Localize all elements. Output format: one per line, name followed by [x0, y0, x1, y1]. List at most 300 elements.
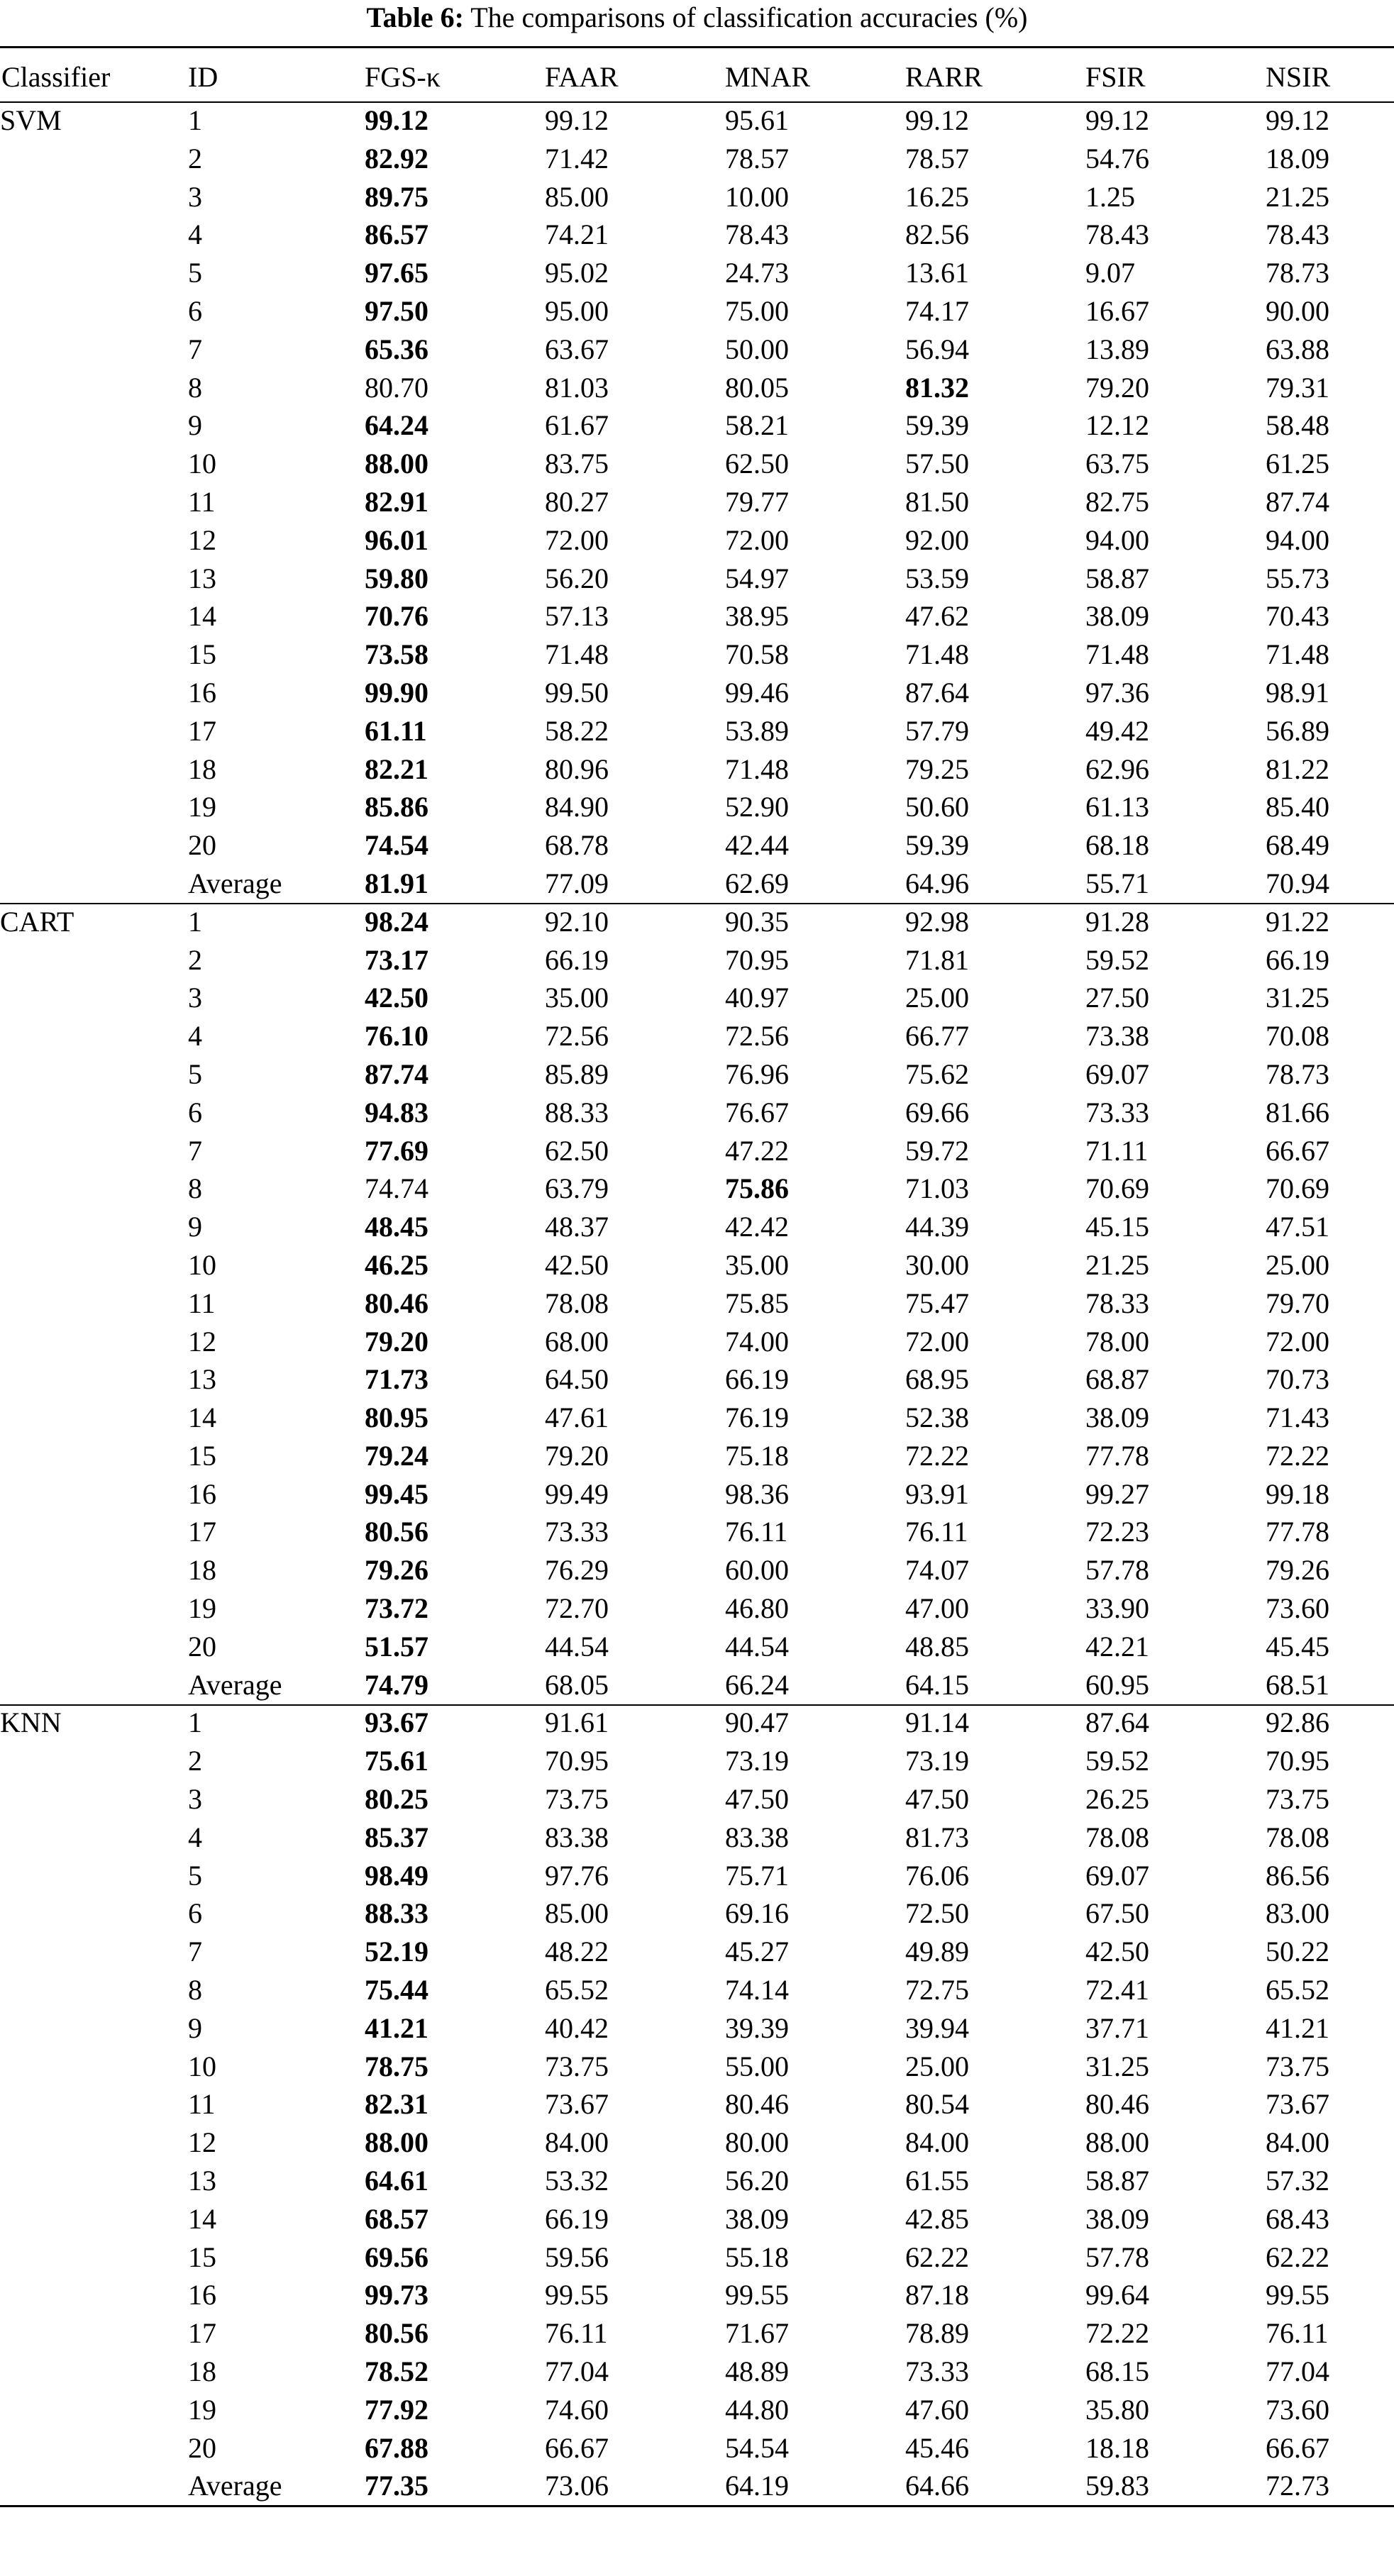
cell-nsir: 79.26 — [1266, 1554, 1329, 1587]
cell-fgs-kappa: 78.75 — [365, 2050, 428, 2082]
cell-nsir: 72.00 — [1266, 1325, 1329, 1358]
classifier-cell-empty — [0, 865, 188, 903]
cell-rarr: 42.85 — [905, 2202, 969, 2235]
cell-fgs-kappa: 82.91 — [365, 485, 428, 518]
cell-faar: 71.48 — [545, 638, 609, 671]
cell-fsir: 12.12 — [1085, 409, 1149, 442]
cell-faar: 61.67 — [545, 409, 609, 442]
cell-fsir: 99.12 — [1085, 104, 1149, 136]
cell-fgs-kappa: 99.45 — [365, 1477, 428, 1510]
cell-rarr: 81.50 — [905, 485, 969, 518]
cell-fgs-kappa: 82.21 — [365, 753, 428, 785]
cell-faar: 56.20 — [545, 562, 609, 594]
row-id: 8 — [188, 371, 202, 404]
cell-mnar: 46.80 — [725, 1592, 789, 1625]
cell-faar: 35.00 — [545, 982, 609, 1014]
cell-faar: 88.33 — [545, 1096, 609, 1128]
classifier-cell-empty — [0, 1742, 188, 1780]
cell-rarr: 47.50 — [905, 1783, 969, 1816]
table-caption-text: The comparisons of classification accuracies (%) — [470, 1, 1028, 33]
cell-rarr: 25.00 — [905, 982, 969, 1014]
cell-fgs-kappa: 59.80 — [365, 562, 428, 594]
table-row — [0, 1094, 1394, 1132]
cell-rarr: 99.12 — [905, 104, 969, 136]
cell-rarr: 59.39 — [905, 829, 969, 862]
cell-fsir: 97.36 — [1085, 676, 1149, 709]
cell-nsir: 78.73 — [1266, 1057, 1329, 1090]
row-id: 7 — [188, 1134, 202, 1167]
cell-faar: 72.00 — [545, 523, 609, 556]
cell-faar: 77.09 — [545, 867, 609, 899]
cell-fgs-kappa: 79.20 — [365, 1325, 428, 1358]
row-id: 14 — [188, 1401, 216, 1434]
row-id: 2 — [188, 1745, 202, 1777]
cell-nsir: 94.00 — [1266, 523, 1329, 556]
table-row — [0, 1704, 1394, 1742]
cell-rarr: 79.25 — [905, 753, 969, 785]
row-id: 6 — [188, 1096, 202, 1128]
cell-rarr: 78.57 — [905, 142, 969, 174]
cell-fgs-kappa: 75.44 — [365, 1974, 428, 2006]
cell-faar: 57.13 — [545, 600, 609, 633]
classifier-cell-empty — [0, 1055, 188, 1094]
cell-faar: 48.22 — [545, 1936, 609, 1968]
cell-fsir: 16.67 — [1085, 294, 1149, 327]
table-row — [0, 2353, 1394, 2391]
cell-fsir: 73.33 — [1085, 1096, 1149, 1128]
cell-nsir: 77.04 — [1266, 2355, 1329, 2388]
row-id: 13 — [188, 562, 216, 594]
cell-rarr: 72.22 — [905, 1439, 969, 1472]
cell-fsir: 63.75 — [1085, 448, 1149, 480]
row-id: 3 — [188, 180, 202, 213]
cell-nsir: 73.75 — [1266, 1783, 1329, 1816]
cell-fgs-kappa: 79.26 — [365, 1554, 428, 1587]
cell-rarr: 49.89 — [905, 1936, 969, 1968]
table-row — [0, 406, 1394, 445]
cell-rarr: 66.77 — [905, 1020, 969, 1053]
cell-mnar: 80.05 — [725, 371, 789, 404]
cell-rarr: 81.32 — [905, 371, 969, 404]
cell-nsir: 66.19 — [1266, 943, 1329, 976]
cell-mnar: 99.55 — [725, 2279, 789, 2311]
row-id: 20 — [188, 829, 216, 862]
cell-fgs-kappa: 97.65 — [365, 257, 428, 289]
cell-mnar: 76.96 — [725, 1057, 789, 1090]
cell-nsir: 55.73 — [1266, 562, 1329, 594]
cell-fsir: 88.00 — [1085, 2126, 1149, 2159]
classifier-cell-empty — [0, 1323, 188, 1361]
cell-mnar: 74.00 — [725, 1325, 789, 1358]
classifier-cell-empty — [0, 2314, 188, 2353]
row-id: 16 — [188, 2279, 216, 2311]
cell-fsir: 27.50 — [1085, 982, 1149, 1014]
cell-rarr: 48.85 — [905, 1630, 969, 1662]
header-classifier: Classifier — [1, 61, 111, 93]
cell-rarr: 74.17 — [905, 294, 969, 327]
row-id: 16 — [188, 676, 216, 709]
table-row — [0, 216, 1394, 254]
cell-nsir: 73.75 — [1266, 2050, 1329, 2082]
cell-mnar: 69.16 — [725, 1897, 789, 1930]
cell-nsir: 85.40 — [1266, 791, 1329, 823]
classifier-cell-empty — [0, 941, 188, 979]
cell-rarr: 82.56 — [905, 218, 969, 251]
cell-rarr: 78.89 — [905, 2317, 969, 2350]
cell-fsir: 94.00 — [1085, 523, 1149, 556]
cell-nsir: 78.73 — [1266, 257, 1329, 289]
cell-mnar: 54.54 — [725, 2431, 789, 2464]
cell-rarr: 92.00 — [905, 523, 969, 556]
cell-fgs-kappa: 79.24 — [365, 1439, 428, 1472]
cell-faar: 99.50 — [545, 676, 609, 709]
cell-rarr: 30.00 — [905, 1248, 969, 1281]
cell-fgs-kappa: 88.33 — [365, 1897, 428, 1930]
row-id: 14 — [188, 2202, 216, 2235]
row-id: 10 — [188, 2050, 216, 2082]
table-row — [0, 483, 1394, 521]
cell-fsir: 77.78 — [1085, 1439, 1149, 1472]
cell-fgs-kappa: 80.70 — [365, 371, 428, 404]
cell-rarr: 59.72 — [905, 1134, 969, 1167]
row-id: 18 — [188, 753, 216, 785]
cell-nsir: 66.67 — [1266, 2431, 1329, 2464]
table-row — [0, 2085, 1394, 2123]
cell-nsir: 81.66 — [1266, 1096, 1329, 1128]
cell-mnar: 71.48 — [725, 753, 789, 785]
cell-fsir: 57.78 — [1085, 2241, 1149, 2273]
table-row — [0, 1857, 1394, 1895]
cell-mnar: 62.69 — [725, 867, 789, 899]
cell-mnar: 64.19 — [725, 2470, 789, 2502]
group-separator-rule — [0, 903, 1394, 904]
cell-fsir: 55.71 — [1085, 867, 1149, 899]
table-row — [0, 1551, 1394, 1589]
cell-fsir: 67.50 — [1085, 1897, 1149, 1930]
cell-fsir: 82.75 — [1085, 485, 1149, 518]
classifier-cell-empty — [0, 1399, 188, 1437]
cell-fsir: 99.27 — [1085, 1477, 1149, 1510]
cell-rarr: 68.95 — [905, 1363, 969, 1396]
cell-fgs-kappa: 77.69 — [365, 1134, 428, 1167]
row-id: 15 — [188, 2241, 216, 2273]
row-id: 2 — [188, 142, 202, 174]
header-faar: FAAR — [545, 61, 619, 93]
cell-rarr: 47.62 — [905, 600, 969, 633]
cell-fsir: 99.64 — [1085, 2279, 1149, 2311]
classifier-cell-empty — [0, 445, 188, 483]
cell-fgs-kappa: 65.36 — [365, 333, 428, 365]
row-id: 11 — [188, 485, 216, 518]
cell-fsir: 71.48 — [1085, 638, 1149, 671]
cell-nsir: 70.08 — [1266, 1020, 1329, 1053]
classifier-cell-empty — [0, 979, 188, 1017]
cell-mnar: 55.18 — [725, 2241, 789, 2273]
cell-fgs-kappa: 67.88 — [365, 2431, 428, 2464]
cell-fsir: 78.33 — [1085, 1287, 1149, 1319]
table-row — [0, 1360, 1394, 1399]
cell-fgs-kappa: 80.56 — [365, 1516, 428, 1548]
cell-fgs-kappa: 99.12 — [365, 104, 428, 136]
classifier-cell-empty — [0, 1132, 188, 1170]
cell-fgs-kappa: 61.11 — [365, 714, 427, 747]
cell-fsir: 79.20 — [1085, 371, 1149, 404]
row-id: 20 — [188, 2431, 216, 2464]
cell-fgs-kappa: 80.95 — [365, 1401, 428, 1434]
classifier-cell-empty — [0, 2353, 188, 2391]
cell-fgs-kappa: 98.24 — [365, 905, 428, 938]
cell-nsir: 70.95 — [1266, 1745, 1329, 1777]
group-separator-rule — [0, 1704, 1394, 1706]
cell-rarr: 59.39 — [905, 409, 969, 442]
table-row — [0, 2162, 1394, 2200]
cell-nsir: 92.86 — [1266, 1706, 1329, 1739]
table-row — [0, 1819, 1394, 1857]
classifier-cell-empty — [0, 635, 188, 674]
row-id: 10 — [188, 448, 216, 480]
cell-nsir: 25.00 — [1266, 1248, 1329, 1281]
cell-mnar: 53.89 — [725, 714, 789, 747]
cell-fgs-kappa: 74.79 — [365, 1668, 428, 1701]
row-id: 8 — [188, 1172, 202, 1205]
cell-fgs-kappa: 88.00 — [365, 448, 428, 480]
cell-faar: 40.42 — [545, 2011, 609, 2044]
cell-fgs-kappa: 73.58 — [365, 638, 428, 671]
cell-nsir: 31.25 — [1266, 982, 1329, 1014]
cell-fgs-kappa: 88.00 — [365, 2126, 428, 2159]
cell-mnar: 78.57 — [725, 142, 789, 174]
cell-rarr: 71.03 — [905, 1172, 969, 1205]
cell-faar: 85.00 — [545, 1897, 609, 1930]
cell-faar: 73.75 — [545, 1783, 609, 1816]
cell-fsir: 26.25 — [1085, 1783, 1149, 1816]
cell-fgs-kappa: 46.25 — [365, 1248, 428, 1281]
classifier-cell-empty — [0, 1628, 188, 1666]
cell-faar: 72.56 — [545, 1020, 609, 1053]
row-id: 15 — [188, 1439, 216, 1472]
cell-nsir: 73.60 — [1266, 2393, 1329, 2426]
cell-nsir: 73.67 — [1266, 2088, 1329, 2121]
cell-faar: 74.60 — [545, 2393, 609, 2426]
cell-fsir: 78.00 — [1085, 1325, 1149, 1358]
row-id: 3 — [188, 1783, 202, 1816]
row-id: 9 — [188, 2011, 202, 2044]
cell-faar: 76.11 — [545, 2317, 608, 2350]
table-row — [0, 101, 1394, 140]
classifier-cell-empty — [0, 1284, 188, 1323]
cell-mnar: 70.58 — [725, 638, 789, 671]
row-id: 7 — [188, 333, 202, 365]
cell-mnar: 83.38 — [725, 1821, 789, 1853]
classifier-cell-empty — [0, 2085, 188, 2123]
cell-nsir: 57.32 — [1266, 2165, 1329, 2197]
table-row — [0, 2467, 1394, 2505]
cell-mnar: 76.19 — [725, 1401, 789, 1434]
classifier-cell-empty — [0, 1933, 188, 1971]
row-id: 11 — [188, 2088, 216, 2121]
cell-rarr: 61.55 — [905, 2165, 969, 2197]
row-id: 10 — [188, 1248, 216, 1281]
row-id: 1 — [188, 104, 202, 136]
cell-fsir: 33.90 — [1085, 1592, 1149, 1625]
cell-faar: 76.29 — [545, 1554, 609, 1587]
cell-nsir: 63.88 — [1266, 333, 1329, 365]
cell-fgs-kappa: 52.19 — [365, 1936, 428, 1968]
cell-faar: 42.50 — [545, 1248, 609, 1281]
table-row — [0, 1971, 1394, 2009]
classifier-cell-empty — [0, 750, 188, 789]
cell-mnar: 80.00 — [725, 2126, 789, 2159]
header-id: ID — [188, 61, 218, 93]
cell-fsir: 59.52 — [1085, 943, 1149, 976]
table-row — [0, 1780, 1394, 1819]
cell-fsir: 38.09 — [1085, 600, 1149, 633]
classifier-cell-empty — [0, 1360, 188, 1399]
cell-faar: 80.96 — [545, 753, 609, 785]
row-id: 3 — [188, 982, 202, 1014]
cell-nsir: 68.43 — [1266, 2202, 1329, 2235]
cell-rarr: 53.59 — [905, 562, 969, 594]
row-id: 4 — [188, 1821, 202, 1853]
cell-faar: 77.04 — [545, 2355, 609, 2388]
cell-fsir: 80.46 — [1085, 2088, 1149, 2121]
cell-rarr: 76.06 — [905, 1859, 969, 1892]
cell-mnar: 80.46 — [725, 2088, 789, 2121]
classifier-cell-empty — [0, 2162, 188, 2200]
cell-fgs-kappa: 85.37 — [365, 1821, 428, 1853]
cell-fgs-kappa: 86.57 — [365, 218, 428, 251]
classifier-cell-empty — [0, 406, 188, 445]
table-row — [0, 2048, 1394, 2086]
header-fsir: FSIR — [1085, 61, 1146, 93]
cell-rarr: 71.48 — [905, 638, 969, 671]
row-id: 11 — [188, 1287, 216, 1319]
classifier-cell-empty — [0, 2009, 188, 2048]
cell-fgs-kappa: 82.92 — [365, 142, 428, 174]
row-id: 12 — [188, 523, 216, 556]
classifier-cell-empty — [0, 2276, 188, 2314]
classifier-cell-empty — [0, 597, 188, 635]
table-row — [0, 2009, 1394, 2048]
cell-fgs-kappa: 85.86 — [365, 791, 428, 823]
results-table — [0, 57, 1394, 2505]
classifier-cell-empty — [0, 2048, 188, 2086]
row-id: 19 — [188, 1592, 216, 1625]
row-id: 19 — [188, 2393, 216, 2426]
cell-faar: 84.90 — [545, 791, 609, 823]
cell-rarr: 74.07 — [905, 1554, 969, 1587]
cell-faar: 80.27 — [545, 485, 609, 518]
cell-faar: 99.49 — [545, 1477, 609, 1510]
cell-faar: 99.55 — [545, 2279, 609, 2311]
cell-fgs-kappa: 64.61 — [365, 2165, 428, 2197]
cell-fgs-kappa: 89.75 — [365, 180, 428, 213]
classifier-cell-empty — [0, 1857, 188, 1895]
cell-nsir: 78.43 — [1266, 218, 1329, 251]
header-rarr: RARR — [905, 61, 983, 93]
cell-nsir: 84.00 — [1266, 2126, 1329, 2159]
row-id: 12 — [188, 2126, 216, 2159]
cell-fsir: 72.41 — [1085, 1974, 1149, 2006]
cell-fgs-kappa: 77.92 — [365, 2393, 428, 2426]
table-row — [0, 1017, 1394, 1055]
cell-fsir: 38.09 — [1085, 2202, 1149, 2235]
table-caption — [0, 1, 1394, 34]
cell-fgs-kappa: 81.91 — [365, 867, 428, 899]
cell-fgs-kappa: 41.21 — [365, 2011, 428, 2044]
cell-fsir: 58.87 — [1085, 562, 1149, 594]
classifier-cell-empty — [0, 483, 188, 521]
table-row — [0, 1246, 1394, 1284]
cell-fgs-kappa: 73.72 — [365, 1592, 428, 1625]
row-id: 17 — [188, 1516, 216, 1548]
row-id: 19 — [188, 791, 216, 823]
cell-fsir: 31.25 — [1085, 2050, 1149, 2082]
cell-faar: 62.50 — [545, 1134, 609, 1167]
header-row — [0, 57, 1394, 101]
cell-rarr: 47.00 — [905, 1592, 969, 1625]
header-mnar: MNAR — [725, 61, 811, 93]
cell-fgs-kappa: 51.57 — [365, 1630, 428, 1662]
cell-nsir: 79.31 — [1266, 371, 1329, 404]
cell-mnar: 75.00 — [725, 294, 789, 327]
cell-rarr: 56.94 — [905, 333, 969, 365]
cell-rarr: 13.61 — [905, 257, 969, 289]
row-id: 15 — [188, 638, 216, 671]
row-id: Average — [188, 867, 282, 899]
table-row — [0, 2200, 1394, 2238]
cell-fsir: 13.89 — [1085, 333, 1149, 365]
table-caption-label: Table 6: — [366, 1, 464, 33]
cell-mnar: 75.86 — [725, 1172, 789, 1205]
table-row — [0, 292, 1394, 331]
cell-faar: 84.00 — [545, 2126, 609, 2159]
cell-faar: 97.76 — [545, 1859, 609, 1892]
cell-nsir: 86.56 — [1266, 1859, 1329, 1892]
cell-fgs-kappa: 77.35 — [365, 2470, 428, 2502]
cell-fgs-kappa: 75.61 — [365, 1745, 428, 1777]
cell-fgs-kappa: 93.67 — [365, 1706, 428, 1739]
cell-mnar: 76.67 — [725, 1096, 789, 1128]
cell-fsir: 35.80 — [1085, 2393, 1149, 2426]
classifier-cell-empty — [0, 2200, 188, 2238]
cell-fsir: 59.83 — [1085, 2470, 1149, 2502]
row-id: 4 — [188, 218, 202, 251]
row-id: 13 — [188, 2165, 216, 2197]
cell-faar: 63.79 — [545, 1172, 609, 1205]
cell-fsir: 71.11 — [1085, 1134, 1149, 1167]
cell-mnar: 50.00 — [725, 333, 789, 365]
cell-rarr: 45.46 — [905, 2431, 969, 2464]
cell-mnar: 74.14 — [725, 1974, 789, 2006]
cell-fsir: 73.38 — [1085, 1020, 1149, 1053]
classifier-cell-empty — [0, 331, 188, 369]
cell-fgs-kappa: 96.01 — [365, 523, 428, 556]
cell-mnar: 44.80 — [725, 2393, 789, 2426]
cell-rarr: 81.73 — [905, 1821, 969, 1853]
cell-rarr: 64.15 — [905, 1668, 969, 1701]
cell-faar: 73.33 — [545, 1516, 609, 1548]
classifier-cell-empty — [0, 1208, 188, 1246]
table-row — [0, 1666, 1394, 1704]
classifier-cell-empty — [0, 521, 188, 560]
cell-nsir: 56.89 — [1266, 714, 1329, 747]
cell-faar: 83.38 — [545, 1821, 609, 1853]
cell-rarr: 52.38 — [905, 1401, 969, 1434]
row-id: 13 — [188, 1363, 216, 1396]
cell-faar: 66.19 — [545, 2202, 609, 2235]
cell-fgs-kappa: 48.45 — [365, 1211, 428, 1243]
